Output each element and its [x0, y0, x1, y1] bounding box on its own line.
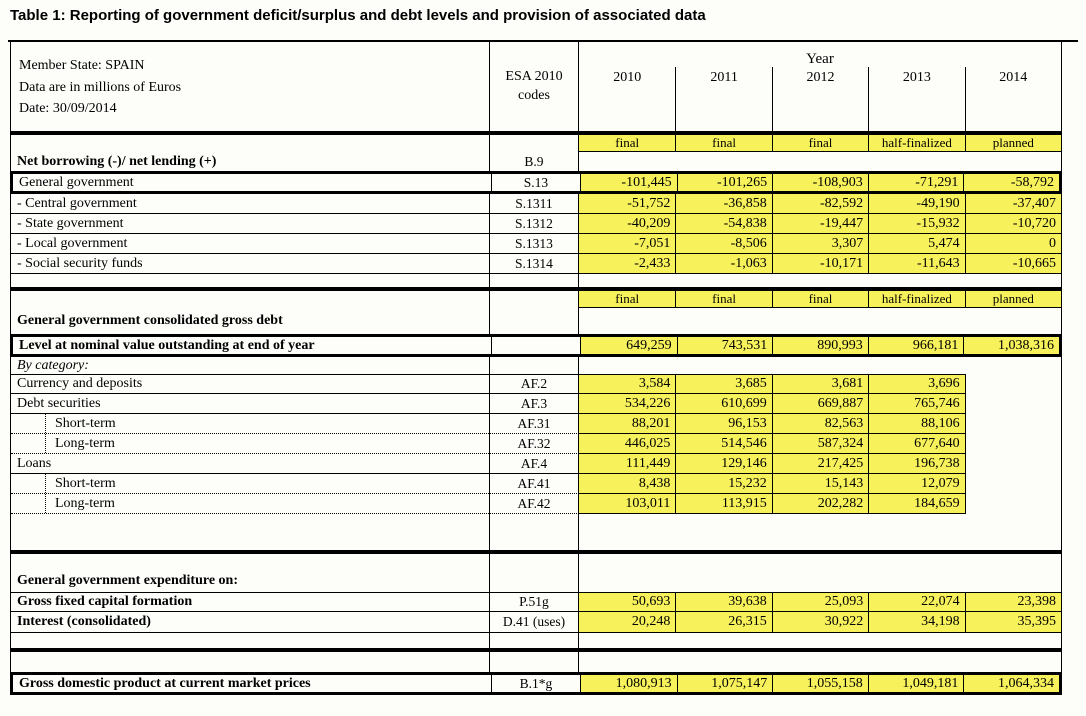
table-meta	[11, 42, 489, 131]
esa-code-cell	[489, 357, 579, 374]
value-cell: 649,259	[581, 337, 677, 354]
value-cell: 8,438	[579, 474, 675, 494]
row-debt-level	[10, 334, 1062, 357]
value-cell: 3,584	[579, 374, 675, 394]
row-label: Gross domestic product at current market prices	[19, 675, 311, 691]
empty-span	[579, 652, 1061, 672]
esa-code-cell	[489, 652, 579, 672]
row-label: Short-term	[11, 414, 489, 434]
row-status-debt	[11, 291, 1061, 308]
row-label: General government consolidated gross debt	[17, 313, 283, 328]
empty-span	[579, 514, 1061, 550]
row-loans-short-term	[11, 474, 1061, 494]
value-cell: -101,445	[581, 174, 677, 191]
value-cell: 103,011	[579, 494, 675, 514]
empty-cell	[965, 494, 1061, 514]
empty-span	[579, 633, 1061, 648]
esa-code-cell: S.13	[491, 174, 581, 191]
row-currency-and-deposits	[11, 374, 1061, 394]
value-cell: -15,932	[868, 214, 964, 234]
value-cell: 88,201	[579, 414, 675, 434]
empty-span	[579, 357, 1061, 374]
value-cell: 5,474	[868, 234, 964, 254]
value-cell: 1,038,316	[963, 337, 1059, 354]
row-gross-debt-label	[11, 308, 1061, 334]
status-cell: planned	[965, 291, 1061, 308]
esa-code-cell: B.9	[489, 152, 579, 171]
value-cell: 3,685	[675, 374, 771, 394]
value-cell: -10,665	[965, 254, 1061, 274]
row-general-government	[10, 171, 1062, 194]
esa-code-cell: S.1311	[489, 194, 579, 214]
row-label	[11, 135, 489, 152]
value-cell: -54,838	[675, 214, 771, 234]
row-label: General government expenditure on:	[17, 573, 238, 588]
value-cell: -7,051	[579, 234, 675, 254]
empty-cell	[965, 454, 1061, 474]
empty-span	[579, 554, 1061, 570]
row-label: Long-term	[11, 434, 489, 454]
value-cell: 765,746	[868, 394, 964, 414]
value-cell: 30,922	[772, 612, 868, 633]
row-label	[11, 652, 489, 672]
value-cell: 96,153	[675, 414, 771, 434]
row-social-security-funds	[11, 254, 1061, 274]
row-label	[11, 274, 489, 287]
row-label: General government	[19, 174, 134, 190]
value-cell: 50,693	[579, 592, 675, 612]
value-cell: 196,738	[868, 454, 964, 474]
year-column-2014: 2014	[965, 67, 1061, 131]
value-cell: -2,433	[579, 254, 675, 274]
value-cell: -58,792	[963, 174, 1059, 191]
year-label: Year	[806, 51, 834, 67]
empty-cell	[965, 474, 1061, 494]
value-cell: 446,025	[579, 434, 675, 454]
value-cell: -82,592	[772, 194, 868, 214]
esa-code-cell: AF.31	[489, 414, 579, 434]
value-cell: 12,079	[868, 474, 964, 494]
esa-code-cell	[489, 633, 579, 648]
esa-code-cell: AF.4	[489, 454, 579, 474]
edp-table	[10, 42, 1062, 695]
esa-code-cell: AF.42	[489, 494, 579, 514]
row-gdp	[10, 672, 1062, 695]
table-title: Table 1: Reporting of government deficit/surplus and debt levels and provision of associated data	[10, 7, 706, 24]
row-debt-securities-short-term	[11, 414, 1061, 434]
value-cell: 1,075,147	[677, 675, 773, 692]
value-cell: -10,171	[772, 254, 868, 274]
table-header	[11, 42, 1061, 135]
row-blank-2	[11, 514, 1061, 550]
row-label: - Local government	[11, 234, 489, 254]
value-cell: -108,903	[772, 174, 868, 191]
value-cell: 677,640	[868, 434, 964, 454]
row-expenditure-label	[11, 570, 1061, 592]
year-column-2012: 2012	[772, 67, 868, 131]
row-label: Currency and deposits	[11, 374, 489, 394]
row-blank-1	[11, 274, 1061, 287]
row-net-borrowing-label	[11, 152, 1061, 171]
value-cell: -36,858	[675, 194, 771, 214]
row-central-government	[11, 194, 1061, 214]
row-label: By category:	[17, 357, 89, 373]
empty-cell	[965, 374, 1061, 394]
value-cell: 3,696	[868, 374, 964, 394]
row-loans-long-term	[11, 494, 1061, 514]
value-cell: 184,659	[868, 494, 964, 514]
esa-code-cell: AF.3	[489, 394, 579, 414]
row-label	[11, 514, 489, 550]
member-state: Member State: SPAIN	[19, 58, 145, 73]
table-body	[11, 135, 1061, 695]
empty-cell	[965, 394, 1061, 414]
empty-span	[579, 308, 1061, 334]
value-cell: 1,064,334	[963, 675, 1059, 692]
esa-code-cell: S.1312	[489, 214, 579, 234]
value-cell: 113,915	[675, 494, 771, 514]
row-status-deficit	[11, 135, 1061, 152]
row-label	[11, 633, 489, 648]
value-cell: 1,055,158	[772, 675, 868, 692]
value-cell: 0	[965, 234, 1061, 254]
year-column-2010: 2010	[613, 70, 642, 85]
empty-cell	[965, 434, 1061, 454]
esa-code-cell: AF.32	[489, 434, 579, 454]
value-cell: 35,395	[965, 612, 1061, 633]
value-cell: 88,106	[868, 414, 964, 434]
esa-code-cell	[491, 337, 581, 354]
row-label	[11, 291, 489, 308]
value-cell: -101,265	[677, 174, 773, 191]
year-column-2011: 2011	[675, 67, 771, 131]
value-cell: -8,506	[675, 234, 771, 254]
esa-code-cell: P.51g	[489, 592, 579, 612]
row-debt-securities-long-term	[11, 434, 1061, 454]
status-cell: planned	[965, 135, 1061, 152]
value-cell: 966,181	[868, 337, 964, 354]
year-columns	[579, 67, 1061, 131]
row-state-government	[11, 214, 1061, 234]
row-label: Gross fixed capital formation	[11, 592, 489, 612]
row-interest-consolidated	[11, 612, 1061, 633]
status-cell: half-finalized	[868, 291, 964, 308]
value-cell: -10,720	[965, 214, 1061, 234]
row-gross-fixed-capital-formation	[11, 592, 1061, 612]
row-label: Long-term	[11, 494, 489, 514]
value-cell: 610,699	[675, 394, 771, 414]
esa-code-cell	[489, 274, 579, 287]
value-cell: 1,049,181	[868, 675, 964, 692]
row-label: Level at nominal value outstanding at end of year	[19, 337, 315, 353]
value-cell: 129,146	[675, 454, 771, 474]
value-cell: -71,291	[868, 174, 964, 191]
units-note: Data are in millions of Euros	[19, 79, 182, 95]
value-cell: -19,447	[772, 214, 868, 234]
value-cell: 111,449	[579, 454, 675, 474]
value-cell: 25,093	[772, 592, 868, 612]
esa-code-cell: AF.2	[489, 374, 579, 394]
esa-code-cell	[489, 291, 579, 308]
value-cell: 39,638	[675, 592, 771, 612]
row-local-government	[11, 234, 1061, 254]
value-cell: 202,282	[772, 494, 868, 514]
value-cell: 15,143	[772, 474, 868, 494]
value-cell: 20,248	[579, 612, 675, 633]
esa-code-cell	[489, 514, 579, 550]
value-cell: -49,190	[868, 194, 964, 214]
esa-code-cell: D.41 (uses)	[489, 612, 579, 633]
value-cell: -37,407	[965, 194, 1061, 214]
esa-code-cell: AF.41	[489, 474, 579, 494]
esa-codes-header-line1: ESA 2010	[505, 69, 563, 85]
row-label: Debt securities	[11, 394, 489, 414]
value-cell: 669,887	[772, 394, 868, 414]
value-cell: 587,324	[772, 434, 868, 454]
value-cell: 23,398	[965, 592, 1061, 612]
year-column-2013: 2013	[868, 67, 964, 131]
esa-code-cell: S.1313	[489, 234, 579, 254]
value-cell: 514,546	[675, 434, 771, 454]
value-cell: 3,681	[772, 374, 868, 394]
row-label: - Central government	[11, 194, 489, 214]
status-cell: final	[579, 291, 675, 308]
value-cell: 22,074	[868, 592, 964, 612]
empty-cell	[965, 414, 1061, 434]
row-blank-4	[11, 633, 1061, 648]
value-cell: 1,080,913	[581, 675, 677, 692]
row-label: - Social security funds	[11, 254, 489, 274]
esa-code-cell: S.1314	[489, 254, 579, 274]
value-cell: -11,643	[868, 254, 964, 274]
empty-span	[579, 570, 1061, 592]
value-cell: 82,563	[772, 414, 868, 434]
esa-codes-header-line2: codes	[518, 87, 550, 103]
row-label	[11, 554, 489, 570]
value-cell: -1,063	[675, 254, 771, 274]
row-blank-3	[11, 554, 1061, 570]
esa-code-cell	[489, 554, 579, 570]
value-cell: 26,315	[675, 612, 771, 633]
row-by-category	[11, 357, 1061, 374]
value-cell: -51,752	[579, 194, 675, 214]
report-date: Date: 30/09/2014	[19, 101, 117, 117]
esa-code-cell: B.1*g	[491, 675, 581, 692]
row-loans	[11, 454, 1061, 474]
esa-code-cell	[489, 135, 579, 152]
value-cell: 534,226	[579, 394, 675, 414]
value-cell: 890,993	[772, 337, 868, 354]
value-cell: 217,425	[772, 454, 868, 474]
row-blank-5	[11, 652, 1061, 672]
status-cell: final	[772, 135, 868, 152]
value-cell: 15,232	[675, 474, 771, 494]
status-cell: final	[675, 135, 771, 152]
esa-codes-header	[489, 42, 579, 131]
year-header	[579, 42, 1061, 131]
status-cell: final	[772, 291, 868, 308]
empty-span	[579, 152, 1061, 171]
status-cell: half-finalized	[868, 135, 964, 152]
row-label: Short-term	[11, 474, 489, 494]
esa-code-cell	[489, 308, 579, 334]
row-debt-securities	[11, 394, 1061, 414]
status-cell: final	[675, 291, 771, 308]
row-label: Net borrowing (-)/ net lending (+)	[17, 153, 217, 169]
value-cell: 34,198	[868, 612, 964, 633]
value-cell: 743,531	[677, 337, 773, 354]
value-cell: -40,209	[579, 214, 675, 234]
row-label: Interest (consolidated)	[11, 612, 489, 633]
empty-span	[579, 274, 1061, 287]
status-cell: final	[579, 135, 675, 152]
value-cell: 3,307	[772, 234, 868, 254]
row-label: - State government	[11, 214, 489, 234]
esa-code-cell	[489, 570, 579, 592]
row-label: Loans	[11, 454, 489, 474]
